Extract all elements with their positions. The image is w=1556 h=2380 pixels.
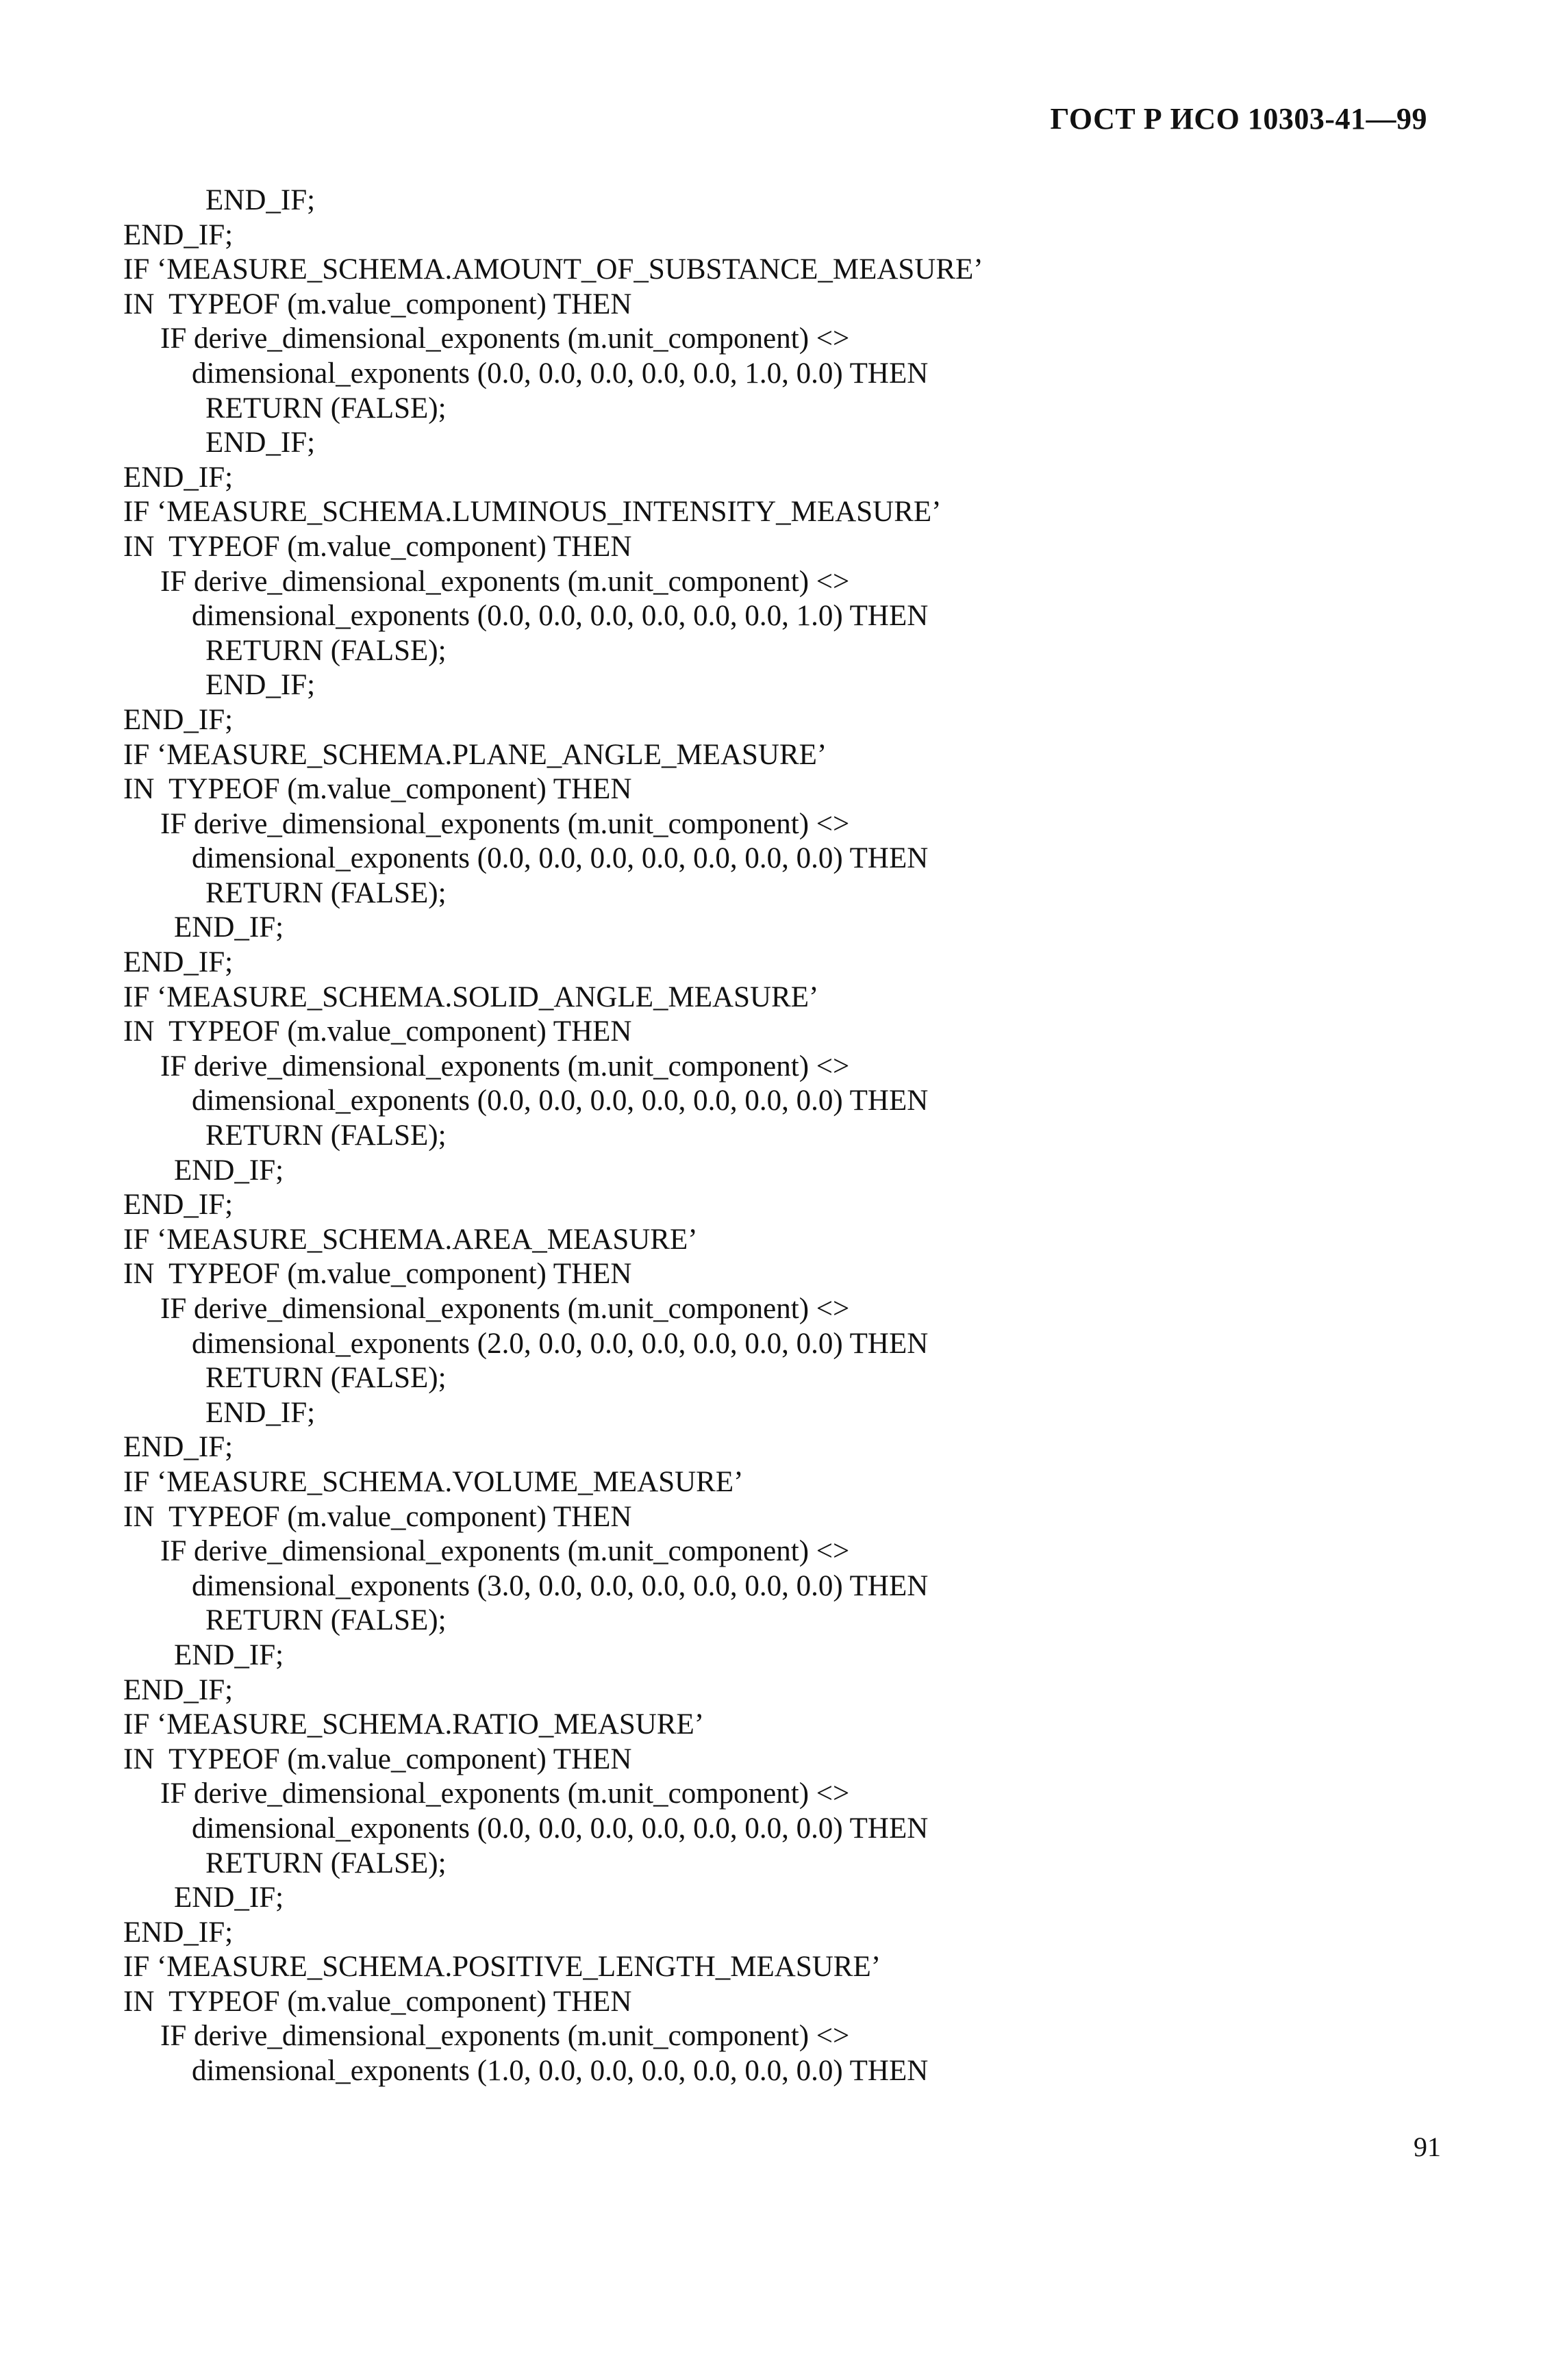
code-line: END_IF; — [174, 911, 284, 944]
code-line: IF ‘MEASURE_SCHEMA.POSITIVE_LENGTH_MEASURE’ — [123, 1951, 881, 1984]
code-line: END_IF; — [123, 1673, 234, 1706]
code-line: END_IF; — [205, 427, 316, 459]
code-line: IF derive_dimensional_exponents (m.unit_component) <> — [160, 1050, 850, 1083]
code-line: END_IF; — [123, 1431, 234, 1464]
code-line: IF ‘MEASURE_SCHEMA.RATIO_MEASURE’ — [123, 1708, 705, 1741]
code-line: IN TYPEOF (m.value_component) THEN — [123, 1500, 632, 1533]
code-line: IF derive_dimensional_exponents (m.unit_component) <> — [160, 1777, 850, 1810]
code-line: RETURN (FALSE); — [205, 876, 447, 909]
code-line: IF derive_dimensional_exponents (m.unit_component) <> — [160, 322, 850, 355]
code-listing — [123, 183, 1425, 2089]
page-number: 91 — [1414, 2131, 1441, 2162]
code-line: RETURN (FALSE); — [205, 1604, 447, 1637]
code-line: IF derive_dimensional_exponents (m.unit_component) <> — [160, 1293, 850, 1325]
code-line: dimensional_exponents (0.0, 0.0, 0.0, 0.0, 0.0, 0.0, 1.0) THEN — [192, 600, 929, 633]
code-line: IN TYPEOF (m.value_component) THEN — [123, 1015, 632, 1048]
code-line: dimensional_exponents (1.0, 0.0, 0.0, 0.0, 0.0, 0.0, 0.0) THEN — [192, 2055, 929, 2088]
code-line: END_IF; — [123, 218, 234, 251]
code-line: IF ‘MEASURE_SCHEMA.SOLID_ANGLE_MEASURE’ — [123, 980, 819, 1013]
code-line: IF ‘MEASURE_SCHEMA.LUMINOUS_INTENSITY_MEASURE’ — [123, 496, 942, 529]
code-line: IN TYPEOF (m.value_component) THEN — [123, 773, 632, 806]
code-line: dimensional_exponents (3.0, 0.0, 0.0, 0.0, 0.0, 0.0, 0.0) THEN — [192, 1569, 929, 1602]
code-line: dimensional_exponents (0.0, 0.0, 0.0, 0.0, 0.0, 0.0, 0.0) THEN — [192, 1812, 929, 1845]
code-line: dimensional_exponents (0.0, 0.0, 0.0, 0.0, 0.0, 1.0, 0.0) THEN — [192, 357, 929, 390]
code-line: END_IF; — [174, 1154, 284, 1187]
code-line: IN TYPEOF (m.value_component) THEN — [123, 1258, 632, 1291]
code-line: IF derive_dimensional_exponents (m.unit_component) <> — [160, 1535, 850, 1568]
code-line: RETURN (FALSE); — [205, 1362, 447, 1395]
code-line: END_IF; — [174, 1882, 284, 1914]
code-line: IN TYPEOF (m.value_component) THEN — [123, 1985, 632, 2018]
code-line: END_IF; — [123, 1189, 234, 1221]
code-line: IN TYPEOF (m.value_component) THEN — [123, 288, 632, 320]
code-line: dimensional_exponents (0.0, 0.0, 0.0, 0.0, 0.0, 0.0, 0.0) THEN — [192, 1085, 929, 1117]
code-line: IF ‘MEASURE_SCHEMA.AREA_MEASURE’ — [123, 1223, 698, 1256]
code-line: IN TYPEOF (m.value_component) THEN — [123, 530, 632, 563]
code-line: END_IF; — [174, 1638, 284, 1671]
code-line: IF derive_dimensional_exponents (m.unit_component) <> — [160, 565, 850, 598]
code-line: END_IF; — [123, 946, 234, 979]
code-line: dimensional_exponents (2.0, 0.0, 0.0, 0.0, 0.0, 0.0, 0.0) THEN — [192, 1327, 929, 1360]
code-line: IF ‘MEASURE_SCHEMA.VOLUME_MEASURE’ — [123, 1465, 744, 1498]
code-line: END_IF; — [123, 703, 234, 736]
code-line: IF derive_dimensional_exponents (m.unit_component) <> — [160, 2020, 850, 2053]
page-header-standard-code: ГОСТ Р ИСО 10303-41—99 — [1050, 102, 1427, 136]
code-line: IF ‘MEASURE_SCHEMA.AMOUNT_OF_SUBSTANCE_MEASURE’ — [123, 253, 983, 286]
code-line: RETURN (FALSE); — [205, 634, 447, 667]
code-line: IF derive_dimensional_exponents (m.unit_component) <> — [160, 807, 850, 840]
code-line: RETURN (FALSE); — [205, 1119, 447, 1152]
code-line: END_IF; — [123, 461, 234, 494]
code-line: IF ‘MEASURE_SCHEMA.PLANE_ANGLE_MEASURE’ — [123, 738, 827, 771]
code-line: END_IF; — [205, 669, 316, 702]
code-line: RETURN (FALSE); — [205, 1847, 447, 1879]
code-line: RETURN (FALSE); — [205, 392, 447, 425]
code-line: IN TYPEOF (m.value_component) THEN — [123, 1743, 632, 1775]
code-line: END_IF; — [205, 184, 316, 216]
code-line: dimensional_exponents (0.0, 0.0, 0.0, 0.0, 0.0, 0.0, 0.0) THEN — [192, 842, 929, 875]
code-line: END_IF; — [123, 1916, 234, 1949]
code-line: END_IF; — [205, 1396, 316, 1429]
